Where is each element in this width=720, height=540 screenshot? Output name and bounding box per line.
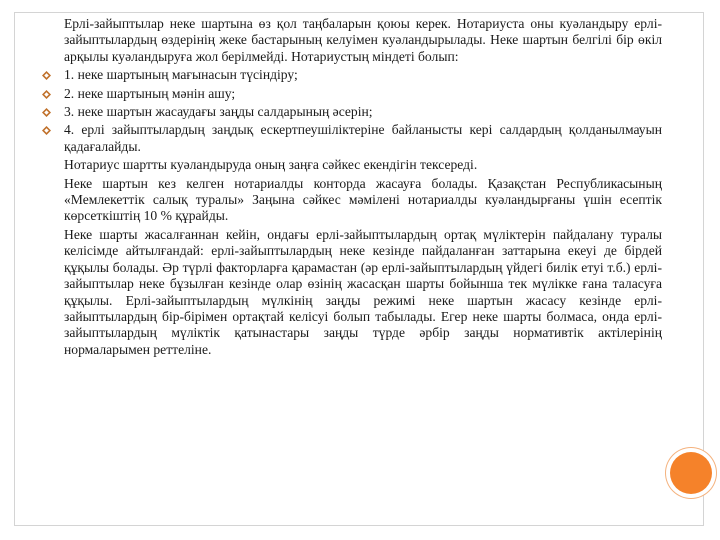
list-item-text: 4. ерлі зайыптылардың заңдық ескертпеушіліктеріне байланысты кері салдардың қолданылмауын қадағалайды. [64, 122, 662, 154]
list-item-text: 2. неке шартының мәнін ашу; [64, 85, 236, 101]
paragraph-text: Неке шарты жасалғаннан кейін, ондағы ерлі-зайыптылардың ортақ мүліктерін пайдалану туралы келісімде айтылғандай: ерлі-зайыптылардың неке кезінде пайдаланған заттарына екеуі де бірдей құқылы болады. Әр түрлі факторларға қарамастан (әр ерлі-зайыптылардың үйдегі билік етуі т.б.) ерлі-зайыптылар неке бұзылған кезінде олар өзінің жасасқан шарты бойынша тек мүлікке ғана таласуға құқылы. Ерлі-зайыптылардың мүлкінің заңды режимі неке шартын жасасу кезінде ерлі-зайыптылардың бір-бірімен ортақтай келісуі болып табылады. Егер неке шарты болмаса, онда ерлі-зайыптылардың мүліктік қатынастары заңды түрде әрбір заңды нормативтік актілерінің нормаларымен реттеліне. [64, 226, 662, 357]
list-item-2 [40, 86, 662, 102]
paragraph-intro [40, 16, 662, 65]
paragraph-text: Неке шартын кез келген нотариалды конторда жасауға болады. Қазақстан Республикасының «Мемлекеттік салық туралы» Заңына сәйкес мәмілені нотариалды куәландырғаны үшін есептік көрсеткіштің 10 % құрайды. [64, 175, 662, 224]
diamond-bullet-icon [42, 108, 51, 117]
paragraph-fee [40, 176, 662, 225]
diamond-bullet-icon [42, 71, 51, 80]
diamond-bullet-icon [42, 126, 51, 135]
list-item-3 [40, 104, 662, 120]
list-item-4 [40, 122, 662, 155]
list-item-1 [40, 67, 662, 83]
accent-circle [670, 452, 712, 494]
paragraph-text: Ерлі-зайыптылар неке шартына өз қол таңбаларын қоюы керек. Нотариуста оны куәландыру ерлі-зайыптылардың өздерінің жеке бастарының келуімен куәландырылады. Неке шартын белгілі бір өкіл арқылы куәландыруға жол берілмейді. Нотариустың міндеті болып: [64, 16, 662, 64]
diamond-bullet-icon [42, 90, 51, 99]
list-item-text: 3. неке шартын жасаудағы заңды салдарының әсерін; [64, 104, 373, 120]
paragraph-notary-check [40, 157, 662, 173]
paragraph-property [40, 227, 662, 358]
paragraph-text: Нотариус шартты куәландыруда оның заңға сәйкес екендігін тексереді. [64, 157, 478, 173]
list-item-text: 1. неке шартының мағынасын түсіндіру; [64, 67, 298, 83]
content-text [40, 16, 662, 360]
